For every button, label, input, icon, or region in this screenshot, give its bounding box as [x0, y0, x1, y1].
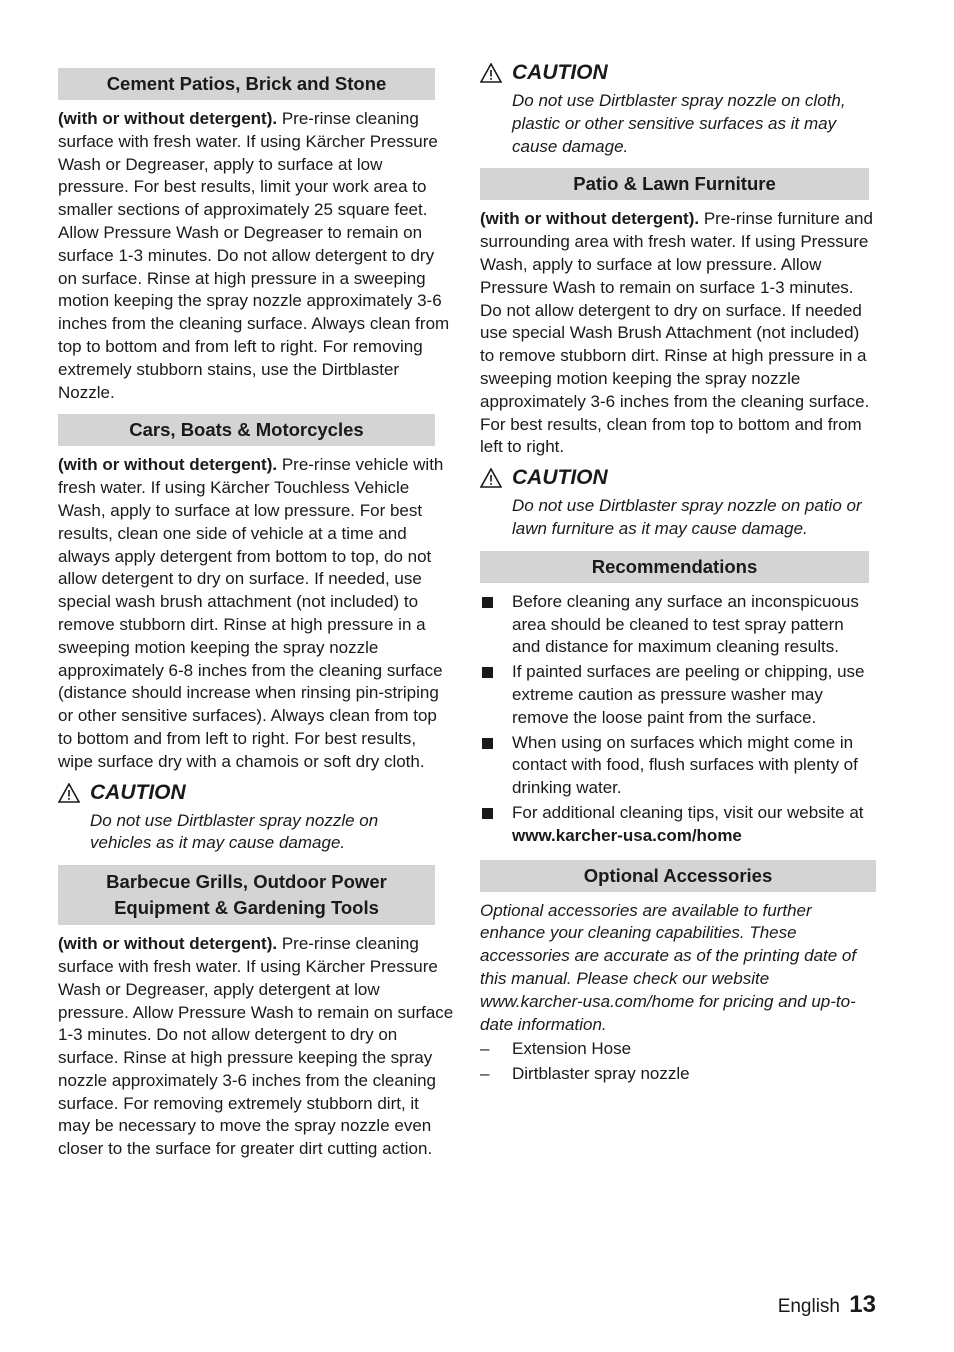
section-heading: Recommendations	[480, 551, 869, 583]
bullet-square-icon	[482, 597, 493, 608]
lead-text: (with or without detergent).	[480, 209, 700, 229]
section-body	[58, 933, 454, 1161]
caution-text: Do not use Dirtblaster spray nozzle on vehicles as it may cause damage.	[90, 810, 379, 853]
left-column	[58, 60, 454, 1171]
accessories-intro: Optional accessories are available to further enhance your cleaning capabilities. These accessories are accurate as of the printing date of this manual. Please check our website www.karcher-usa.com/home for pricing and up-to-date information.	[480, 900, 857, 1034]
warning-triangle-icon	[58, 783, 80, 803]
caution-cloth	[480, 60, 876, 158]
dash-marker: –	[480, 1039, 490, 1059]
website-link[interactable]: www.karcher-usa.com/home	[512, 825, 742, 845]
caution-text: Do not use Dirtblaster spray nozzle on cloth, plastic or other sensitive surfaces as it may cause damage.	[512, 91, 846, 156]
lead-text: (with or without detergent).	[58, 455, 278, 475]
dash-marker: –	[480, 1064, 490, 1084]
list-item: If painted surfaces are peeling or chipping, use extreme caution as pressure washer may remove the loose paint from the surface.	[480, 661, 876, 729]
section-optional-accessories	[480, 860, 876, 1086]
section-recommendations	[480, 551, 876, 848]
section-heading: Patio & Lawn Furniture	[480, 168, 869, 200]
section-heading: Cars, Boats & Motorcycles	[58, 414, 435, 446]
body-text: Pre-rinse cleaning surface with fresh water. If using Kärcher Pressure Wash or Degreaser, apply to surface at low pressure. For best results, limit your work area to smaller sections of approximately 25 square feet. Allow Pressure Wash or Degreaser to remain on surface 1-3 minutes. Do not allow detergent to dry on surface. Rinse at high pressure in a sweeping motion keeping the spray nozzle approximately 3-6 inches from the cleaning surface. Always clean from top to bottom and from left to right. For removing extremely stubborn stains, use the Dirtblaster Nozzle.	[58, 109, 450, 402]
section-heading: Cement Patios, Brick and Stone	[58, 68, 435, 100]
bullet-square-icon	[482, 738, 493, 749]
section-cars-boats	[58, 414, 454, 855]
caution-heading	[480, 465, 876, 491]
list-item: For additional cleaning tips, visit our website at www.karcher-usa.com/home	[480, 802, 876, 848]
body-text: Pre-rinse furniture and surrounding area with fresh water. If using Pressure Wash, apply to surface at low pressure. Allow Pressure Wash to remain on surface 1-3 minutes. Do not allow detergent to dry on surface. If needed use special Wash Brush Attachment (not included) to remove stubborn dirt. Rinse at high pressure in a sweeping motion keeping the spray nozzle approximately 3-6 inches from the cleaning surface. For best results, clean from top to bottom and from left to right.	[480, 209, 873, 457]
section-barbecue	[58, 865, 454, 1161]
section-body	[480, 208, 876, 459]
caution-text: Do not use Dirtblaster spray nozzle on patio or lawn furniture as it may cause damage.	[512, 496, 862, 538]
warning-triangle-icon	[480, 63, 502, 83]
accessories-list	[480, 1038, 876, 1086]
bullet-square-icon	[482, 808, 493, 819]
caution-heading	[480, 60, 876, 86]
footer-language: English	[777, 1296, 841, 1317]
page-number: 13	[849, 1291, 876, 1318]
bullet-square-icon	[482, 667, 493, 678]
lead-text: (with or without detergent).	[58, 934, 278, 954]
body-text: Pre-rinse vehicle with fresh water. If using Kärcher Touchless Vehicle Wash, apply to surface at low pressure. For best results, clean one side of vehicle at a time and always apply detergent from bottom to top, do not allow detergent to dry on surface. If needed, use special wash brush attachment (not included) to remove stubborn dirt. Rinse at high pressure in a sweeping motion keeping the spray nozzle approximately 6-8 inches from the cleaning surface (distance should increase when rinsing pin-striping or other sensitive surfaces). Always clean from top to bottom and from left to right. For best results, wipe surface dry with a chamois or soft dry cloth.	[58, 455, 444, 771]
section-body	[58, 108, 454, 404]
section-body	[58, 454, 454, 773]
section-heading: Optional Accessories	[480, 860, 876, 892]
caution-label: CAUTION	[512, 61, 608, 84]
caution-heading	[58, 780, 454, 806]
list-item: Before cleaning any surface an inconspicuous area should be cleaned to test spray pattern and distance for maximum cleaning results.	[480, 591, 876, 659]
section-heading: Barbecue Grills, Outdoor Power Equipment & Gardening Tools	[58, 865, 435, 925]
recommendations-list	[480, 591, 876, 848]
section-patio-furniture	[480, 168, 876, 540]
list-item: When using on surfaces which might come in contact with food, flush surfaces with plenty of drinking water.	[480, 732, 876, 800]
caution-label: CAUTION	[90, 780, 186, 804]
caution-label: CAUTION	[512, 466, 608, 490]
right-column	[480, 60, 876, 1088]
list-item: – Dirtblaster spray nozzle	[480, 1063, 876, 1086]
warning-triangle-icon	[480, 468, 502, 488]
list-item: – Extension Hose	[480, 1038, 876, 1061]
body-text: Pre-rinse cleaning surface with fresh water. If using Kärcher Pressure Wash or Degreaser, apply detergent at low pressure. Allow Pressure Wash to remain on surface 1-3 minutes. Do not allow detergent to dry on surface. Rinse at high pressure keeping the spray nozzle approximately 3-6 inches from the cleaning surface. For removing extremely stubborn dirt, it may be necessary to move the spray nozzle even closer to the surface for greater dirt cutting action.	[58, 934, 454, 1159]
lead-text: (with or without detergent).	[58, 109, 278, 128]
page-footer	[778, 1290, 876, 1322]
section-cement-patios	[58, 68, 454, 404]
